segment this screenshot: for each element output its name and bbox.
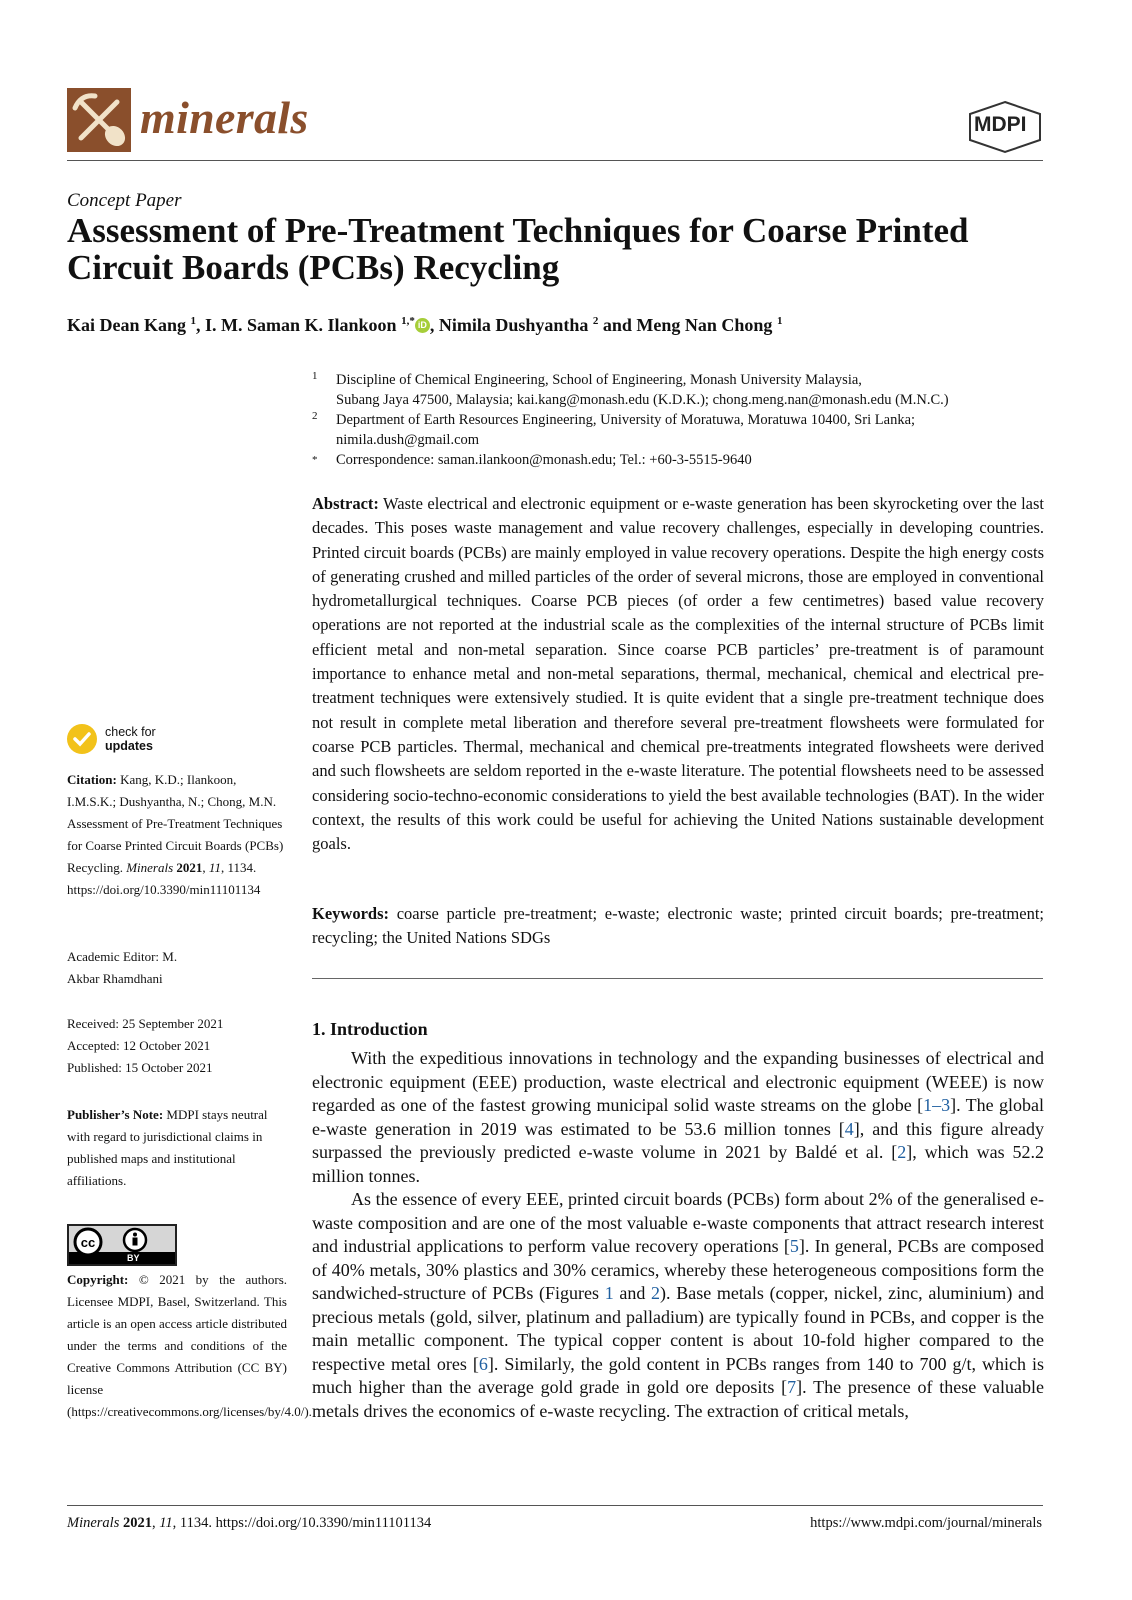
abstract — [312, 492, 1044, 856]
text-run: ]. Similarly, the gold content in PCBs ranges from 140 to 700 g/t, which is much higher than the average gold grade in gold ore deposits [ — [312, 1353, 1044, 1397]
paper-title — [67, 212, 1047, 286]
copyright-label: Copyright: — [67, 1272, 129, 1287]
note-label: Publisher’s Note: — [67, 1107, 164, 1122]
footer-citation: Minerals 2021, 11, 1134. https://doi.org/10.3390/min11101134 — [67, 1515, 432, 1531]
citation-link[interactable]: 7 — [787, 1377, 797, 1397]
citation-doi[interactable]: , 1134. https://doi.org/10.3390/min11101134 — [67, 860, 261, 897]
affiliation-line: Subang Jaya 47500, Malaysia; kai.kang@monash.edu (K.D.K.); chong.meng.nan@monash.edu (M.N.C.) — [336, 392, 949, 408]
copyright-block — [67, 1269, 312, 1423]
title-line-1: Assessment of Pre-Treatment Techniques for Coarse Printed — [67, 211, 969, 250]
figure-link[interactable]: 1 — [604, 1283, 614, 1303]
text-run: ]. The presence of these valuable metals drives the economics of e-waste recycling. The extraction of critical metals, — [312, 1377, 1044, 1421]
section-divider — [312, 978, 1043, 979]
citation-volume: 11 — [208, 860, 221, 875]
dates-block — [67, 1013, 287, 1079]
affiliation-1 — [312, 370, 949, 410]
author-name[interactable]: Meng Nan Chong — [636, 315, 773, 335]
author-affiliation-mark: 1,* — [401, 315, 415, 327]
author-affiliation-mark: 1 — [776, 315, 783, 327]
publisher-logo — [966, 100, 1044, 154]
footer-divider — [67, 1505, 1043, 1506]
citation-link[interactable]: 2 — [897, 1142, 907, 1162]
check-for-updates-badge[interactable] — [67, 724, 156, 754]
text-run: ]. In general, PCBs are composed of 40% metals, 30% plastics and 30% ceramics, whereby these heterogeneous compositions form the sandwiched-structure of PCBs (Figures — [312, 1236, 1045, 1303]
keywords — [312, 902, 1044, 951]
author-name[interactable]: Nimila Dushyantha — [438, 315, 589, 335]
citation-link[interactable]: 4 — [844, 1118, 854, 1139]
text-run: As the essence of every EEE, printed circuit boards (PCBs) form about 2% of the generalised e-waste composition and are one of the most valuable e-waste components that attract research interest and industrial applications to perform value recovery operations [ — [312, 1189, 1044, 1256]
intro-paragraph-2 — [312, 1188, 1044, 1423]
text-run: With the expeditious innovations in technology and the expanding businesses of electrical and electronic equipment (EEE) production, waste electrical and electronic equipment (WEEE) is now regarded as one of the fastest growing municipal solid waste streams on the globe [ — [312, 1048, 1044, 1115]
received-date: Received: 25 September 2021 — [67, 1016, 224, 1031]
keywords-label: Keywords: — [312, 904, 389, 923]
journal-name: minerals — [140, 92, 309, 143]
abstract-label: Abstract: — [312, 494, 379, 513]
citation-link[interactable]: 5 — [789, 1236, 799, 1256]
citation-journal: Minerals — [126, 860, 174, 875]
affiliation-line: Department of Earth Resources Engineering, University of Moratuwa, Moratuwa 10400, Sri Lanka; — [336, 412, 916, 428]
citation-block: Citation: Kang, K.D.; Ilankoon, I.M.S.K.; Dushyantha, N.; Chong, M.N. Assessment of Pre-Treatment Techniques for Coarse Printed Circuit Boards (PCBs) Recycling. Minerals 2021, 11, 1134. https://doi.org/10.3390/min11101134 — [67, 772, 284, 897]
citation-link[interactable]: 1–3 — [923, 1095, 951, 1115]
copyright-text: © 2021 by the authors. Licensee MDPI, Basel, Switzerland. This article is an open access article distributed under the terms and conditions of the Creative Commons Attribution (CC BY) license (https://creativecommons.org/licenses/by/4.0/). — [67, 1272, 312, 1419]
publishers-note — [67, 1104, 287, 1192]
figure-link[interactable]: 2 — [651, 1283, 661, 1303]
text-run: ]. The global e-waste generation in 2019 was estimated to be 53.6 million tonnes [ — [312, 1095, 1044, 1139]
check-line-1: check for — [105, 725, 156, 739]
text-run: ). Base metals (copper, nickel, zinc, aluminium) and precious metals (gold, silver, platinum and palladium) are typically found in PCBs, and copper is the main metallic component. The typical copper content is about 10-fold higher compared to the respective metal ores [ — [312, 1283, 1044, 1374]
citation-text: Kang, K.D.; Ilankoon, I.M.S.K.; Dushyantha, N.; Chong, M.N. Assessment of Pre-Treatment Techniques for Coarse Printed Circuit Boards (PCBs) Recycling. — [67, 772, 284, 875]
author-separator: , — [196, 315, 206, 335]
footer-journal: Minerals — [67, 1515, 120, 1531]
note-text: MDPI stays neutral with regard to jurisdictional claims in published maps and institutional affiliations. — [67, 1107, 268, 1188]
check-line-2: updates — [105, 739, 153, 753]
citation-label: Citation: — [67, 772, 117, 787]
pickaxe-shovel-icon — [67, 88, 131, 152]
footer-year: 2021 — [122, 1515, 152, 1531]
affiliation-line: Discipline of Chemical Engineering, School of Engineering, Monash University Malaysia, — [336, 372, 862, 388]
affiliation-mark: 2 — [312, 410, 318, 422]
footer-doi[interactable]: , 1134. https://doi.org/10.3390/min11101134 — [172, 1515, 432, 1531]
svg-text:cc: cc — [80, 1235, 96, 1250]
publisher-name: MDPI — [974, 113, 1027, 136]
intro-paragraph-1 — [312, 1047, 1044, 1188]
journal-logo — [67, 88, 131, 152]
affiliation-2 — [312, 410, 915, 450]
affiliation-line: nimila.dush@gmail.com — [336, 432, 480, 448]
header-divider — [67, 160, 1043, 161]
author-separator: , — [429, 315, 439, 335]
published-date: Published: 15 October 2021 — [67, 1060, 213, 1075]
academic-editor: Academic Editor: M. Akbar Rhamdhani — [67, 949, 178, 986]
creative-commons-icon — [69, 1226, 175, 1264]
footer-volume: 11 — [159, 1515, 173, 1531]
affiliation-mark: 1 — [312, 370, 318, 382]
author-affiliation-mark: 1 — [190, 315, 197, 327]
text-run: ], which was 52.2 million tonnes. — [312, 1142, 1044, 1186]
author-and: and — [598, 315, 637, 335]
correspondence — [312, 450, 752, 470]
author-affiliation-mark: 2 — [592, 315, 599, 327]
footer-journal-url[interactable]: https://www.mdpi.com/journal/minerals — [810, 1515, 1042, 1531]
text-run: ], and this figure already surpassed the previously predicted e-waste volume in 2021 by Baldé et al. [ — [312, 1118, 1044, 1162]
author-name[interactable]: Kai Dean Kang — [67, 315, 187, 335]
text-run: and — [613, 1283, 652, 1303]
correspondence-line: Correspondence: saman.ilankoon@monash.edu; Tel.: +60-3-5515-9640 — [336, 452, 752, 468]
citation-year: 2021 — [176, 860, 203, 875]
author-name[interactable]: I. M. Saman K. Ilankoon — [205, 315, 397, 335]
affiliation-mark: * — [312, 454, 318, 466]
author-list — [67, 315, 782, 336]
keywords-text: coarse particle pre-treatment; e-waste; electronic waste; printed circuit boards; pre-treatment; recycling; the United Nations SDGs — [312, 904, 1044, 948]
orcid-icon[interactable]: iD — [415, 318, 430, 333]
checkmark-icon — [67, 724, 97, 754]
citation-link[interactable]: 6 — [478, 1353, 488, 1374]
section-heading: 1. Introduction — [312, 1019, 428, 1039]
title-line-2: Circuit Boards (PCBs) Recycling — [67, 248, 560, 287]
cc-by-license-badge[interactable] — [67, 1224, 177, 1266]
abstract-text: Waste electrical and electronic equipment or e-waste generation has been skyrocketing over the last decades. This poses waste management and value recovery challenges, especially in developing countries. Printed circuit boards (PCBs) are mainly employed in value recovery operations. Despite the high energy costs of generating crushed and milled particles of the order of several microns, those are employed in conventional hydrometallurgical techniques. Coarse PCB pieces (of order a few centimetres) based value recovery operations are not reported at the industrial scale as the complexities of the internal structure of PCBs limit efficient metal and non-metal separation. Since coarse PCB particles’ pre-treatment is of paramount importance to enhance metal and non-metal separations, thermal, mechanical, chemical and electrical pre-treatment techniques were extensively studied. It is quite evident that a single pre-treatment technique does not result in complete metal liberation and therefore several pre-treatment flowsheets were formulated for coarse PCB particles. Thermal, mechanical and chemical pre-treatments integrated flowsheets were derived and such flowsheets are seldom reported in the e-waste literature. The potential flowsheets need to be assessed considering socio-techno-economic considerations to yield the best available technologies (BAT). In the wider context, the results of this work could be useful for achieving the United Nations sustainable development goals. — [312, 494, 1044, 854]
paper-type: Concept Paper — [67, 190, 182, 211]
accepted-date: Accepted: 12 October 2021 — [67, 1038, 211, 1053]
cc-by-label: BY — [127, 1253, 140, 1263]
